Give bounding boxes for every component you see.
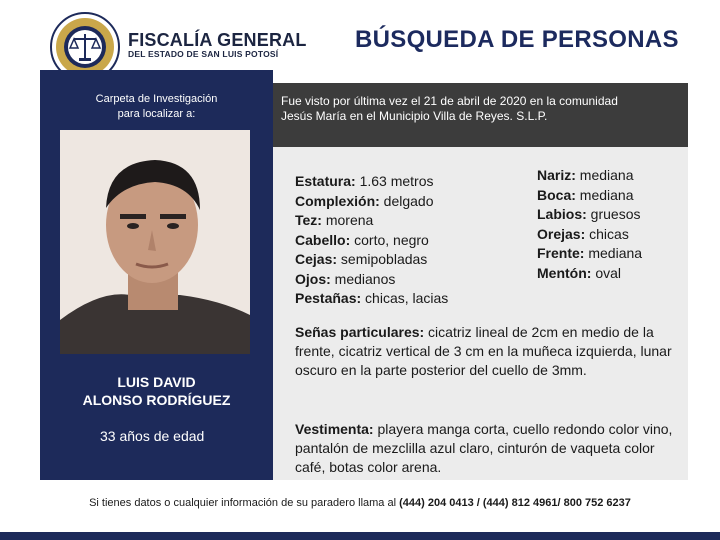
person-age: 33 años de edad xyxy=(100,428,205,444)
person-photo xyxy=(60,130,250,354)
trait-mouth: Boca: mediana xyxy=(537,186,634,203)
agency-subtitle: DEL ESTADO DE SAN LUIS POTOSÍ xyxy=(128,49,279,59)
trait-eyelashes: Pestañas: chicas, lacias xyxy=(295,290,449,306)
trait-chin: Mentón: oval xyxy=(537,264,622,281)
trait-hair: Cabello: corto, negro xyxy=(295,231,429,248)
last-seen-line2: Jesús María en el Municipio Villa de Reyes. S.L.P. xyxy=(281,109,548,123)
trait-eyebrows: Cejas: semipobladas xyxy=(295,251,428,267)
contact-footer: Si tienes datos o cualquier información de su paradero llama al (444) 204 0413 / (444) 812 4961/ 800 752 6237 xyxy=(89,497,631,509)
last-seen-line1: Fue visto por última vez el 21 de abril de 2020 en la comunidad xyxy=(281,94,618,108)
last-seen-banner xyxy=(273,83,688,147)
trait-forehead: Frente: mediana xyxy=(537,245,643,261)
details-panel xyxy=(273,83,688,480)
agency-name: FISCALÍA GENERAL xyxy=(128,30,307,50)
person-portrait-icon xyxy=(60,130,250,354)
trait-skin: Tez: morena xyxy=(295,212,374,228)
clothing-description: Vestimenta: playera manga corta, cuello redondo color vino, pantalón de mezclilla azul claro, cinturón de vaqueta color café, botas color arena. xyxy=(295,421,673,475)
person-panel xyxy=(40,70,273,480)
trait-eyes: Ojos: medianos xyxy=(295,270,396,287)
trait-build: Complexión: delgado xyxy=(295,192,434,209)
traits-column-left xyxy=(295,172,448,309)
distinguishing-marks: Señas particulares: cicatriz lineal de 2cm en medio de la frente, cicatriz vertical de 3 cm en la muñeca izquierda, lunar oscuro en la parte posterior del cuello de 3mm. xyxy=(295,324,672,378)
footer-bar xyxy=(0,532,720,540)
case-label-line2: para localizar a: xyxy=(117,108,196,120)
notice-title: BÚSQUEDA DE PERSONAS xyxy=(355,26,679,53)
page-header xyxy=(0,0,720,70)
contact-phones: (444) 204 0413 / (444) 812 4961/ 800 752 6237 xyxy=(399,497,631,509)
person-name xyxy=(40,373,273,409)
trait-lips: Labios: gruesos xyxy=(537,206,641,222)
person-name-line2: ALONSO RODRÍGUEZ xyxy=(82,392,231,408)
case-label-line1: Carpeta de Investigación xyxy=(95,93,218,105)
traits-column-right xyxy=(537,166,642,283)
trait-ears: Orejas: chicas xyxy=(537,225,629,242)
person-name-line1: LUIS DAVID xyxy=(117,374,196,390)
case-label xyxy=(40,92,273,122)
trait-nose: Nariz: mediana xyxy=(537,167,634,183)
trait-height: Estatura: 1.63 metros xyxy=(295,173,434,189)
